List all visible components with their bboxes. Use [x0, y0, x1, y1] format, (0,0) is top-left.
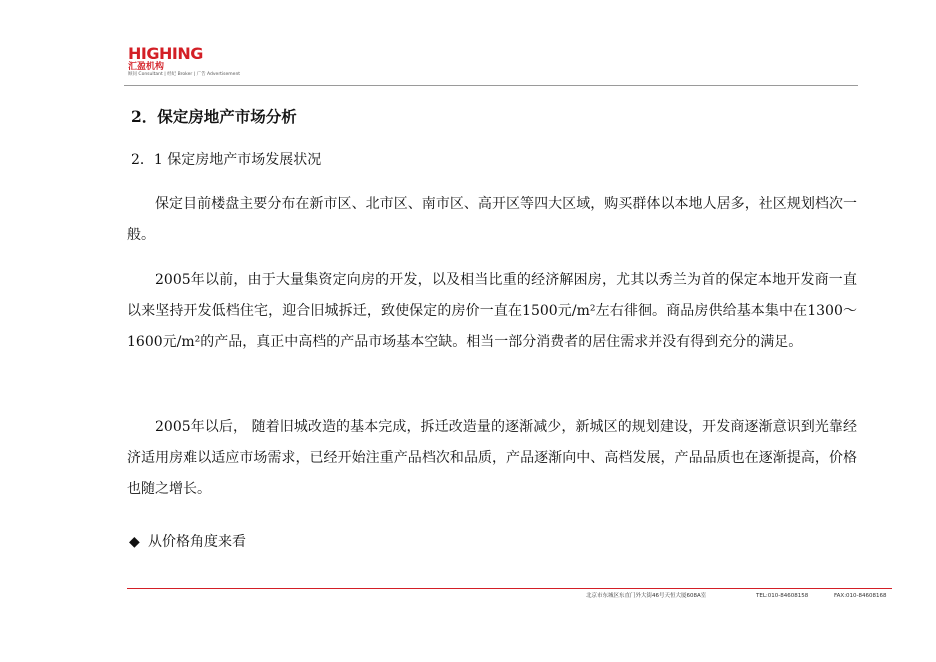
header-divider [124, 85, 858, 86]
bullet-text: 从价格角度来看 [148, 534, 246, 550]
body-paragraph-2: 2005年以前，由于大量集资定向房的开发，以及相当比重的经济解困房，尤其以秀兰为首的保定本地开发商一直以来坚持开发低档住宅，迎合旧城拆迁，致使保定的房价一直在1500元/m²左右徘徊。商品房供给基本集中在1300～1600元/m²的产品，真正中高档的产品市场基本空缺。相当一部分消费者的居住需求并没有得到充分的满足。 [127, 272, 857, 350]
logo-tagline: 顾问 Consultant | 经纪 Broker | 广告 Advertisement [128, 72, 241, 77]
footer-address: 北京市东城区东直门外大街46号天恒大厦608A室 [586, 593, 707, 599]
logo-chinese-name: 汇盈机构 [128, 62, 165, 72]
bullet-item [129, 531, 246, 553]
footer-telephone: TEL:010-84608158 [756, 593, 809, 599]
footer-fax: FAX:010-84608168 [834, 593, 887, 599]
subsection-heading: 2．1 保定房地产市场发展状况 [131, 152, 322, 168]
body-paragraph-1: 保定目前楼盘主要分布在新市区、北市区、南市区、高开区等四大区域，购买群体以本地人居多，社区规划档次一般。 [127, 196, 857, 243]
company-logo [128, 46, 258, 78]
diamond-bullet-icon: ◆ [129, 534, 140, 550]
section-heading: 2．保定房地产市场分析 [131, 107, 297, 126]
body-paragraph-3: 2005年以后， 随着旧城改造的基本完成，拆迁改造量的逐渐减少，新城区的规划建设，开发商逐渐意识到光靠经济适用房难以适应市场需求，已经开始注重产品档次和品质，产品逐渐向中、高档发展，产品品质也在逐渐提高，价格也随之增长。 [127, 419, 857, 497]
logo-wordmark: HIGHING [128, 44, 203, 63]
footer-divider [127, 588, 892, 589]
